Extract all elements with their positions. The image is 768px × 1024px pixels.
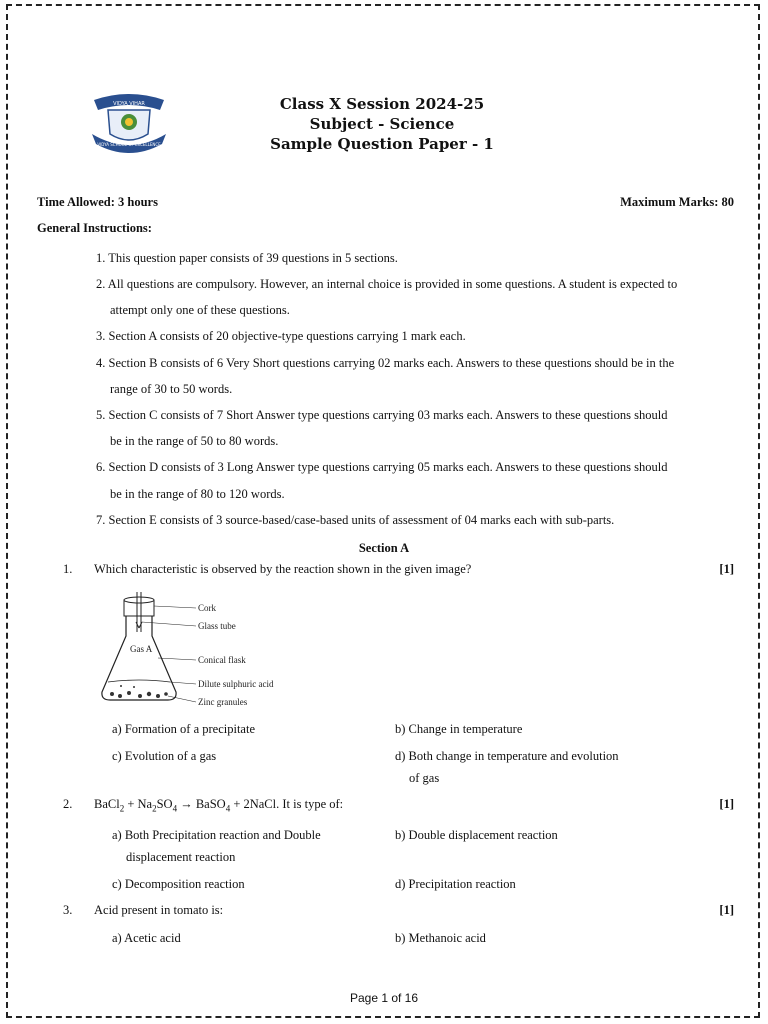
question-text: Which characteristic is observed by the reaction shown in the given image? <box>94 562 472 576</box>
instruction-item: 7. Section E consists of 3 source-based/case-based units of assessment of 04 marks each with sub-parts. <box>96 513 615 527</box>
instruction-item: 5. Section C consists of 7 Short Answer type questions carrying 03 marks each. Answers to these questions should <box>96 408 668 422</box>
instructions-heading: General Instructions: <box>37 221 152 235</box>
conical-flask-diagram <box>96 592 296 712</box>
question-marks: [1] <box>719 903 734 917</box>
page-number: Page 1 of 16 <box>349 991 419 1005</box>
question-marks: [1] <box>719 797 734 811</box>
instruction-item: 4. Section B consists of 6 Very Short questions carrying 02 marks each. Answers to these questions should be in the <box>96 356 675 370</box>
label-conical-flask: Conical flask <box>198 655 246 665</box>
option-a: a) Acetic acid <box>112 931 181 945</box>
option-d-cont: of gas <box>409 771 440 785</box>
instruction-item: 1. This question paper consists of 39 questions in 5 sections. <box>96 251 398 265</box>
title-subject: Subject - Science <box>309 115 455 133</box>
instruction-item-cont: attempt only one of these questions. <box>110 303 290 317</box>
school-logo <box>88 86 170 156</box>
time-allowed: Time Allowed: 3 hours <box>37 195 158 209</box>
section-a-title: Section A <box>358 541 410 555</box>
option-d: d) Both change in temperature and evolution <box>395 749 619 763</box>
option-b: b) Change in temperature <box>395 722 523 736</box>
question-number: 3. <box>63 903 73 917</box>
maximum-marks: Maximum Marks: 80 <box>620 195 734 209</box>
question-number: 2. <box>63 797 73 811</box>
question-text: Acid present in tomato is: <box>94 903 224 917</box>
label-glass-tube: Glass tube <box>198 621 236 631</box>
option-d: d) Precipitation reaction <box>395 877 516 891</box>
option-a: a) Formation of a precipitate <box>112 722 255 736</box>
page-border <box>6 4 760 1018</box>
svg-text:VIDYA SCHOOL OF EXCELLENCE: VIDYA SCHOOL OF EXCELLENCE <box>97 142 161 147</box>
option-c: c) Evolution of a gas <box>112 749 217 763</box>
question-text-equation: BaCl$_2$ + $Na_2SO_4$ → BaSO$_4$ + 2NaCl. It is type of: <box>94 797 344 814</box>
svg-text:VIDYA VIHAR: VIDYA VIHAR <box>113 101 145 107</box>
option-a-cont: displacement reaction <box>126 850 236 864</box>
instruction-item-cont: be in the range of 80 to 120 words. <box>110 487 285 501</box>
instruction-item: 6. Section D consists of 3 Long Answer type questions carrying 05 marks each. Answers to these questions should <box>96 460 668 474</box>
label-zinc-granules: Zinc granules <box>198 697 248 707</box>
option-b: b) Methanoic acid <box>395 931 486 945</box>
question-number: 1. <box>63 562 73 576</box>
title-class: Class X Session 2024-25 <box>279 95 485 113</box>
instruction-item: 2. All questions are compulsory. However, an internal choice is provided in some questions. A student is expected to <box>96 277 678 291</box>
option-b: b) Double displacement reaction <box>395 828 558 842</box>
label-cork: Cork <box>198 603 216 613</box>
option-a: a) Both Precipitation reaction and Double <box>112 828 321 842</box>
title-paper: Sample Question Paper - 1 <box>270 135 494 153</box>
instruction-item: 3. Section A consists of 20 objective-type questions carrying 1 mark each. <box>96 329 466 343</box>
instruction-item-cont: be in the range of 50 to 80 words. <box>110 434 279 448</box>
question-marks: [1] <box>719 562 734 576</box>
option-c: c) Decomposition reaction <box>112 877 245 891</box>
label-gas-a: Gas A <box>130 644 153 654</box>
instruction-item-cont: range of 30 to 50 words. <box>110 382 233 396</box>
label-dilute-acid: Dilute sulphuric acid <box>198 679 274 689</box>
